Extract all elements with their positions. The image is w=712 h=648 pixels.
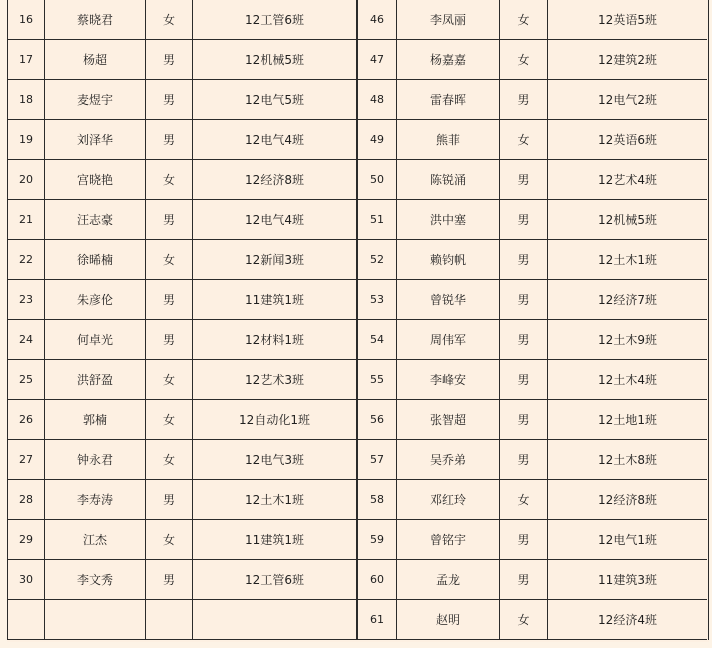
right-name-cell: 熊菲	[396, 120, 499, 160]
right-class-cell: 12经济4班	[547, 600, 707, 640]
right-gender-cell: 女	[499, 600, 547, 640]
right-gender-cell: 男	[499, 320, 547, 360]
right-name-cell: 赖钧帆	[396, 240, 499, 280]
right-number-cell: 47	[356, 40, 396, 80]
left-class-cell: 11建筑1班	[192, 520, 356, 560]
left-name-cell: 宫晓艳	[44, 160, 145, 200]
right-name-cell: 吴乔弟	[396, 440, 499, 480]
left-name-cell: 何卓光	[44, 320, 145, 360]
left-name-cell: 洪舒盈	[44, 360, 145, 400]
left-class-cell: 12电气4班	[192, 200, 356, 240]
left-name-cell: 杨超	[44, 40, 145, 80]
left-gender-cell: 男	[145, 200, 192, 240]
left-number-cell: 24	[7, 320, 44, 360]
right-class-cell: 12经济8班	[547, 480, 707, 520]
right-gender-cell: 女	[499, 40, 547, 80]
left-name-cell: 江杰	[44, 520, 145, 560]
left-number-cell	[7, 600, 44, 640]
right-gender-cell: 男	[499, 520, 547, 560]
right-class-cell: 12建筑2班	[547, 40, 707, 80]
right-name-cell: 周伟军	[396, 320, 499, 360]
left-number-cell: 27	[7, 440, 44, 480]
right-name-cell: 李凤丽	[396, 0, 499, 40]
left-name-cell: 钟永君	[44, 440, 145, 480]
right-class-cell: 12艺术4班	[547, 160, 707, 200]
right-class-cell: 12土木9班	[547, 320, 707, 360]
right-number-cell: 54	[356, 320, 396, 360]
right-gender-cell: 女	[499, 0, 547, 40]
right-class-cell: 12经济7班	[547, 280, 707, 320]
right-number-cell: 55	[356, 360, 396, 400]
left-class-cell: 12电气5班	[192, 80, 356, 120]
student-list-sheet	[7, 0, 709, 642]
left-number-cell: 26	[7, 400, 44, 440]
right-gender-cell: 男	[499, 160, 547, 200]
right-number-cell: 61	[356, 600, 396, 640]
left-name-cell: 刘泽华	[44, 120, 145, 160]
right-number-cell: 56	[356, 400, 396, 440]
left-name-cell	[44, 600, 145, 640]
left-class-cell: 12材料1班	[192, 320, 356, 360]
right-name-cell: 孟龙	[396, 560, 499, 600]
right-name-cell: 张智超	[396, 400, 499, 440]
right-number-cell: 46	[356, 0, 396, 40]
right-name-cell: 李峰安	[396, 360, 499, 400]
left-class-cell: 12经济8班	[192, 160, 356, 200]
right-gender-cell: 男	[499, 360, 547, 400]
left-number-cell: 23	[7, 280, 44, 320]
left-name-cell: 朱彦伦	[44, 280, 145, 320]
left-number-cell: 29	[7, 520, 44, 560]
left-number-cell: 17	[7, 40, 44, 80]
right-name-cell: 陈锐涌	[396, 160, 499, 200]
student-table	[7, 0, 709, 640]
left-class-cell: 12新闻3班	[192, 240, 356, 280]
right-gender-cell: 男	[499, 440, 547, 480]
left-gender-cell: 女	[145, 160, 192, 200]
left-name-cell: 徐晞楠	[44, 240, 145, 280]
right-number-cell: 48	[356, 80, 396, 120]
right-name-cell: 杨嘉嘉	[396, 40, 499, 80]
right-class-cell: 12英语5班	[547, 0, 707, 40]
right-name-cell: 曾锐华	[396, 280, 499, 320]
left-gender-cell: 女	[145, 0, 192, 40]
right-class-cell: 12土地1班	[547, 400, 707, 440]
right-class-cell: 12英语6班	[547, 120, 707, 160]
left-name-cell: 麦煜宇	[44, 80, 145, 120]
right-number-cell: 59	[356, 520, 396, 560]
right-class-cell: 12电气1班	[547, 520, 707, 560]
left-gender-cell: 男	[145, 280, 192, 320]
left-number-cell: 25	[7, 360, 44, 400]
right-name-cell: 洪中塞	[396, 200, 499, 240]
left-gender-cell: 女	[145, 400, 192, 440]
right-gender-cell: 男	[499, 240, 547, 280]
left-name-cell: 汪志豪	[44, 200, 145, 240]
right-class-cell: 12土木4班	[547, 360, 707, 400]
right-number-cell: 53	[356, 280, 396, 320]
left-gender-cell: 女	[145, 240, 192, 280]
right-class-cell: 12电气2班	[547, 80, 707, 120]
left-gender-cell: 女	[145, 520, 192, 560]
left-class-cell: 12电气3班	[192, 440, 356, 480]
left-gender-cell: 男	[145, 40, 192, 80]
right-number-cell: 58	[356, 480, 396, 520]
left-name-cell: 李寿涛	[44, 480, 145, 520]
right-name-cell: 赵明	[396, 600, 499, 640]
left-gender-cell	[145, 600, 192, 640]
left-class-cell: 12自动化1班	[192, 400, 356, 440]
right-name-cell: 邓红玲	[396, 480, 499, 520]
right-gender-cell: 男	[499, 80, 547, 120]
right-name-cell: 曾铭宇	[396, 520, 499, 560]
left-number-cell: 18	[7, 80, 44, 120]
right-gender-cell: 男	[499, 280, 547, 320]
right-class-cell: 11建筑3班	[547, 560, 707, 600]
left-gender-cell: 女	[145, 360, 192, 400]
left-gender-cell: 男	[145, 80, 192, 120]
right-number-cell: 49	[356, 120, 396, 160]
right-number-cell: 50	[356, 160, 396, 200]
left-class-cell: 12工管6班	[192, 0, 356, 40]
left-class-cell: 12艺术3班	[192, 360, 356, 400]
left-number-cell: 16	[7, 0, 44, 40]
left-number-cell: 20	[7, 160, 44, 200]
left-gender-cell: 男	[145, 120, 192, 160]
left-gender-cell: 男	[145, 560, 192, 600]
left-class-cell: 12工管6班	[192, 560, 356, 600]
right-gender-cell: 男	[499, 400, 547, 440]
left-gender-cell: 男	[145, 320, 192, 360]
right-gender-cell: 男	[499, 200, 547, 240]
right-number-cell: 60	[356, 560, 396, 600]
right-class-cell: 12土木8班	[547, 440, 707, 480]
left-number-cell: 21	[7, 200, 44, 240]
left-gender-cell: 女	[145, 440, 192, 480]
right-gender-cell: 男	[499, 560, 547, 600]
right-number-cell: 52	[356, 240, 396, 280]
left-gender-cell: 男	[145, 480, 192, 520]
left-class-cell: 11建筑1班	[192, 280, 356, 320]
right-class-cell: 12机械5班	[547, 200, 707, 240]
left-name-cell: 郭楠	[44, 400, 145, 440]
left-name-cell: 蔡晓君	[44, 0, 145, 40]
left-class-cell: 12机械5班	[192, 40, 356, 80]
right-class-cell: 12土木1班	[547, 240, 707, 280]
left-name-cell: 李文秀	[44, 560, 145, 600]
right-name-cell: 雷春晖	[396, 80, 499, 120]
left-class-cell	[192, 600, 356, 640]
left-number-cell: 28	[7, 480, 44, 520]
left-number-cell: 30	[7, 560, 44, 600]
right-number-cell: 51	[356, 200, 396, 240]
left-class-cell: 12土木1班	[192, 480, 356, 520]
left-class-cell: 12电气4班	[192, 120, 356, 160]
left-number-cell: 22	[7, 240, 44, 280]
right-gender-cell: 女	[499, 480, 547, 520]
right-number-cell: 57	[356, 440, 396, 480]
right-gender-cell: 女	[499, 120, 547, 160]
left-number-cell: 19	[7, 120, 44, 160]
